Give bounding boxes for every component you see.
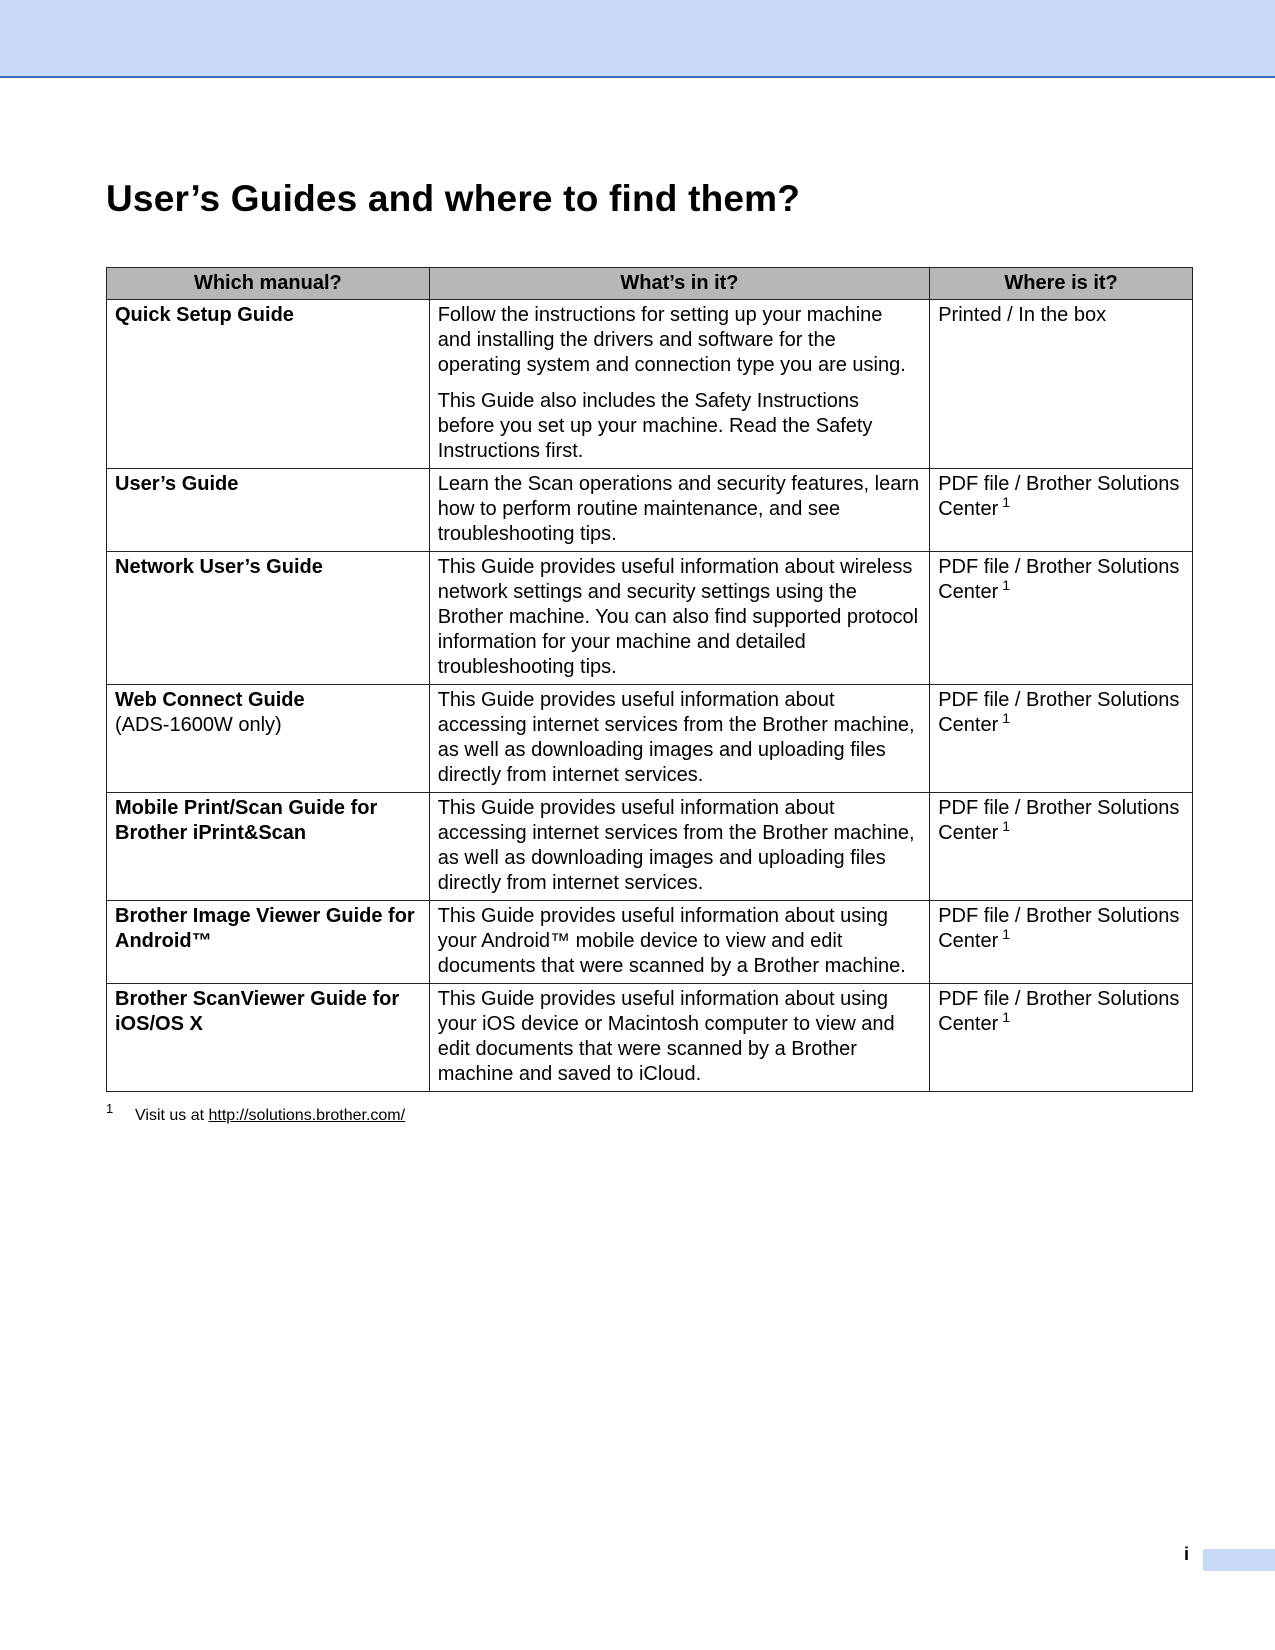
contents-paragraph: Learn the Scan operations and security features, learn how to perform routine maintenance, and see troubleshooting tips. bbox=[437, 473, 920, 545]
column-header-contents: What’s in it? bbox=[429, 268, 930, 300]
manual-cell bbox=[107, 901, 430, 984]
footnote-reference: 1 bbox=[1002, 710, 1011, 726]
guides-table bbox=[106, 267, 1193, 1092]
location-cell bbox=[930, 793, 1193, 901]
contents-paragraph: This Guide provides useful information about accessing internet services from the Brother machine, as well as downloading images and uploading files directly from internet services. bbox=[437, 797, 915, 894]
table-row bbox=[107, 552, 1193, 685]
manual-name: Mobile Print/Scan Guide for Brother iPrint&Scan bbox=[115, 797, 378, 844]
page-title: User’s Guides and where to find them? bbox=[106, 178, 801, 219]
location-text: PDF file / Brother Solutions Center bbox=[938, 988, 1180, 1035]
contents-paragraph: This Guide provides useful information about wireless network settings and security settings using the Brother machine. You can also find supported protocol information for your machine and detailed troubleshooting tips. bbox=[437, 556, 919, 678]
manual-cell bbox=[107, 793, 430, 901]
contents-cell bbox=[429, 901, 930, 984]
location-cell bbox=[930, 300, 1193, 469]
footnote-reference: 1 bbox=[1002, 818, 1011, 834]
manual-cell bbox=[107, 469, 430, 552]
manual-cell bbox=[107, 300, 430, 469]
footnote-number: 1 bbox=[106, 1101, 114, 1116]
page-tab-marker bbox=[1203, 1549, 1275, 1571]
contents-cell bbox=[429, 469, 930, 552]
table-header-row bbox=[107, 268, 1193, 300]
location-text: PDF file / Brother Solutions Center bbox=[938, 905, 1180, 952]
table-row bbox=[107, 984, 1193, 1092]
manual-cell bbox=[107, 685, 430, 793]
location-text: PDF file / Brother Solutions Center bbox=[938, 556, 1180, 603]
location-text: Printed / In the box bbox=[938, 304, 1107, 326]
table-row bbox=[107, 685, 1193, 793]
manual-name: Quick Setup Guide bbox=[115, 304, 294, 326]
table-row bbox=[107, 793, 1193, 901]
table-row bbox=[107, 469, 1193, 552]
location-cell bbox=[930, 685, 1193, 793]
manual-cell bbox=[107, 984, 430, 1092]
table-row bbox=[107, 300, 1193, 469]
manual-note: (ADS-1600W only) bbox=[115, 714, 282, 736]
location-text: PDF file / Brother Solutions Center bbox=[938, 797, 1180, 844]
page-number: i bbox=[1184, 1544, 1190, 1564]
contents-paragraph: Follow the instructions for setting up your machine and installing the drivers and software for the operating system and connection type you are using. bbox=[437, 304, 906, 376]
footnote-text-line bbox=[135, 1107, 405, 1125]
header-band bbox=[0, 0, 1275, 78]
manual-name: Network User’s Guide bbox=[115, 556, 323, 578]
contents-paragraph: This Guide provides useful information about accessing internet services from the Brother machine, as well as downloading images and uploading files directly from internet services. bbox=[437, 689, 915, 786]
contents-paragraph: This Guide provides useful information about using your iOS device or Macintosh computer to view and edit documents that were scanned by a Brother machine and saved to iCloud. bbox=[437, 988, 895, 1085]
manual-name: Web Connect Guide bbox=[115, 689, 305, 711]
footnote-reference: 1 bbox=[1002, 494, 1011, 510]
location-cell bbox=[930, 552, 1193, 685]
footnote-text: Visit us at bbox=[135, 1107, 209, 1124]
footnote-link[interactable]: http://solutions.brother.com/ bbox=[208, 1107, 406, 1124]
column-header-manual: Which manual? bbox=[107, 268, 430, 300]
manual-cell bbox=[107, 552, 430, 685]
location-cell bbox=[930, 984, 1193, 1092]
column-header-location: Where is it? bbox=[930, 268, 1193, 300]
contents-paragraph: This Guide also includes the Safety Instructions before you set up your machine. Read the Safety Instructions first. bbox=[437, 390, 873, 462]
location-cell bbox=[930, 901, 1193, 984]
contents-cell bbox=[429, 685, 930, 793]
contents-cell bbox=[429, 300, 930, 469]
footnote-reference: 1 bbox=[1002, 1009, 1011, 1025]
location-cell bbox=[930, 469, 1193, 552]
contents-cell bbox=[429, 552, 930, 685]
footnote-reference: 1 bbox=[1002, 577, 1011, 593]
manual-name: Brother Image Viewer Guide for Android™ bbox=[115, 905, 415, 952]
location-text: PDF file / Brother Solutions Center bbox=[938, 473, 1180, 520]
manual-name: User’s Guide bbox=[115, 473, 239, 495]
footnote-reference: 1 bbox=[1002, 926, 1011, 942]
table-body bbox=[107, 300, 1193, 1092]
contents-cell bbox=[429, 984, 930, 1092]
manual-name: Brother ScanViewer Guide for iOS/OS X bbox=[115, 988, 400, 1035]
location-text: PDF file / Brother Solutions Center bbox=[938, 689, 1180, 736]
contents-cell bbox=[429, 793, 930, 901]
contents-paragraph: This Guide provides useful information about using your Android™ mobile device to view and edit documents that were scanned by a Brother machine. bbox=[437, 905, 906, 977]
table-row bbox=[107, 901, 1193, 984]
